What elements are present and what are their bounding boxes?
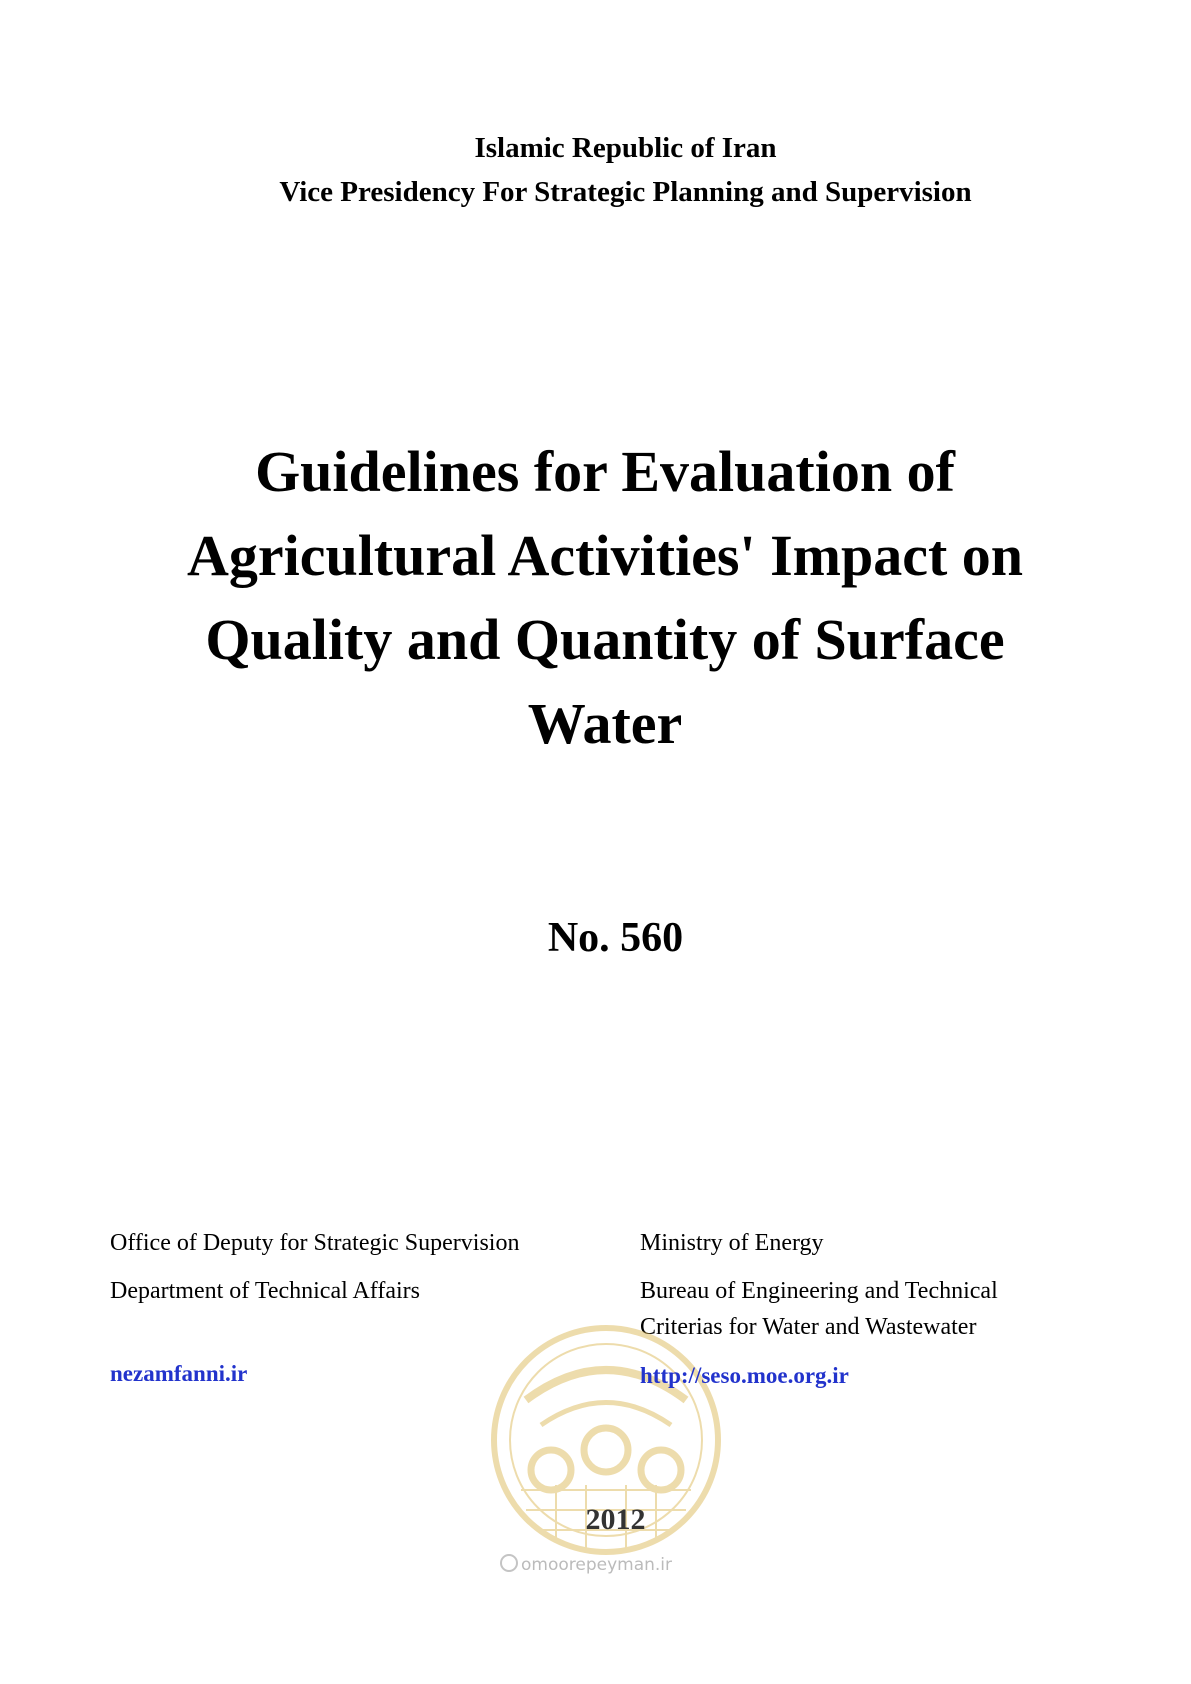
nezamfanni-link[interactable]: nezamfanni.ir [110,1361,248,1386]
title-line-4: Water [527,691,683,756]
department-name: Department of Technical Affairs [110,1278,420,1304]
document-title [130,430,1080,766]
seso-link[interactable]: http://seso.moe.org.ir [640,1363,849,1388]
publication-year: 2012 [585,1503,646,1536]
bureau-name-line-1: Bureau of Engineering and Technical [640,1278,998,1304]
ministry-name: Ministry of Energy [640,1230,824,1256]
office-name: Office of Deputy for Strategic Supervision [110,1230,520,1256]
globe-icon [500,1554,518,1572]
country-heading: Islamic Republic of Iran [474,132,777,164]
watermark [500,1554,672,1575]
watermark-text: omoorepeyman.ir [521,1555,673,1575]
title-line-2: Agricultural Activities' Impact on [186,523,1024,588]
agency-heading: Vice Presidency For Strategic Planning and Supervision [279,176,972,208]
title-line-3: Quality and Quantity of Surface [205,607,1005,672]
document-number: No. 560 [547,915,684,961]
bureau-name-line-2: Criterias for Water and Wastewater [640,1314,977,1340]
title-line-1: Guidelines for Evaluation of [255,439,955,504]
